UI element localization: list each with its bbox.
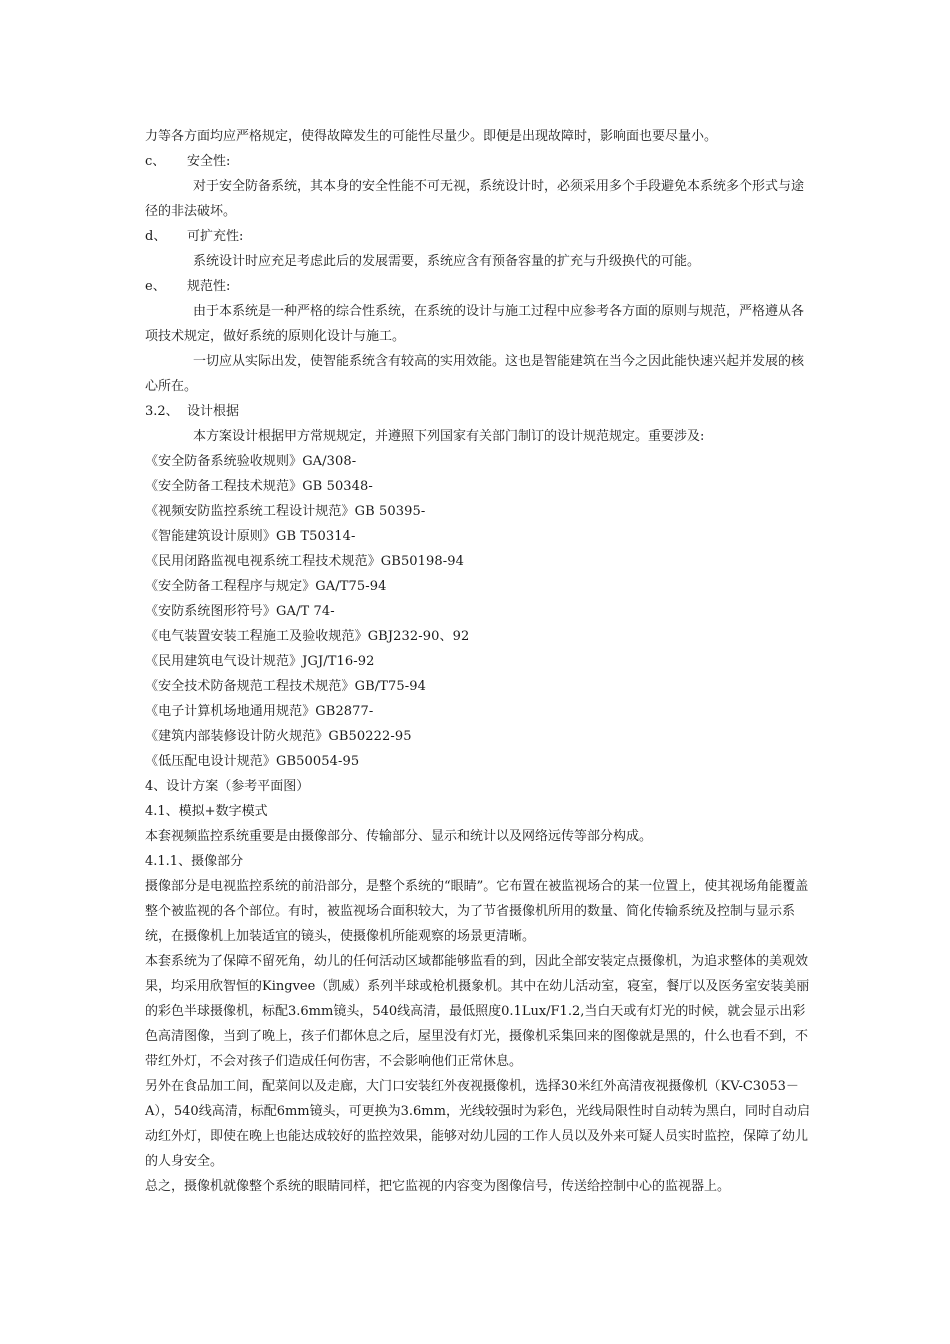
reference-standard: 《视频安防监控系统工程设计规范》GB 50395-: [145, 504, 426, 519]
body-paragraph: 力等各方面均应严格规定，使得故障发生的可能性尽量少。即便是出现故障时，影响面也要尽量小。: [145, 129, 718, 144]
body-paragraph: 另外在食品加工间，配菜间以及走廊，大门口安装红外夜视摄像机，选择30米红外高清夜视摄像机（KV-C3053－A），540线高清，标配6mm镜头，可更换为3.6mm，光线较强时为彩色，光线局限性时自动转为黑白，同时自动启动红外灯，即使在晚上也能达成较好的监控效果，能够对幼儿园的工作人员以及外来可疑人员实时监控，保障了幼儿的人身安全。: [145, 1079, 810, 1169]
reference-standard: 《安全防备工程技术规范》GB 50348-: [145, 479, 373, 494]
body-paragraph-indented: 本方案设计根据甲方常规规定，并遵照下列国家有关部门制订的设计规范规定。重要涉及:: [193, 429, 705, 444]
body-paragraph-indented: 对于安全防备系统，其本身的安全性能不可无视，系统设计时，必须采用多个手段避免本系统多个形式与途径的非法破坏。: [145, 179, 805, 219]
section-heading: [145, 224, 810, 249]
section-title: 规范性:: [187, 279, 231, 294]
reference-standard: 《建筑内部装修设计防火规范》GB50222-95: [145, 729, 412, 744]
body-paragraph-indented: 一切应从实际出发，使智能系统含有较高的实用效能。这也是智能建筑在当今之因此能快速兴起并发展的核心所在。: [145, 354, 805, 394]
reference-standard: 《电子计算机场地通用规范》GB2877-: [145, 704, 374, 719]
reference-standard: 《低压配电设计规范》GB50054-95: [145, 754, 360, 769]
section-heading: [145, 274, 810, 299]
reference-standard: 《安防系统图形符号》GA/T 74-: [145, 604, 335, 619]
body-paragraph: 4、设计方案（参考平面图）: [145, 779, 310, 794]
reference-standard: 《安全技术防备规范工程技术规范》GB/T75-94: [145, 679, 426, 694]
document-body: [145, 124, 810, 1199]
body-paragraph: 本套系统为了保障不留死角，幼儿的任何活动区域都能够监看的到，因此全部安装定点摄像机，为追求整体的美观效果，均采用欣智恒的Kingvee（凯威）系列半球或枪机摄象机。其中在幼儿活动室，寝室，餐厅以及医务室安装美丽的彩色半球摄像机，标配3.6mm镜头，540线高清，最低照度0.1Lux/F1.2,当白天或有灯光的时候，就会显示出彩色高清图像，当到了晚上，孩子们都休息之后，屋里没有灯光，摄像机采集回来的图像就是黑的，什么也看不到，不带红外灯，不会对孩子们造成任何伤害，不会影响他们正常休息。: [145, 954, 810, 1069]
body-paragraph: 总之，摄像机就像整个系统的眼睛同样，把它监视的内容变为图像信号，传送给控制中心的监视器上。: [145, 1179, 731, 1194]
section-title: 安全性:: [187, 154, 231, 169]
reference-standard: 《安全防备工程程序与规定》GA/T75-94: [145, 579, 387, 594]
section-number: 3.2、: [145, 404, 179, 419]
section-heading: [145, 149, 810, 174]
section-number: c、: [145, 154, 166, 169]
reference-standard: 《民用建筑电气设计规范》JGJ/T16-92: [145, 654, 375, 669]
section-number: d、: [145, 229, 167, 244]
body-paragraph: 本套视频监控系统重要是由摄像部分、传输部分、显示和统计以及网络远传等部分构成。: [145, 829, 653, 844]
reference-standard: 《民用闭路监视电视系统工程技术规范》GB50198-94: [145, 554, 465, 569]
reference-standard: 《电气装置安装工程施工及验收规范》GBJ232-90、92: [145, 629, 470, 644]
reference-standard: 《智能建筑设计原则》GB T50314-: [145, 529, 356, 544]
body-paragraph-indented: 由于本系统是一种严格的综合性系统，在系统的设计与施工过程中应参考各方面的原则与规范，严格遵从各项技术规定，做好系统的原则化设计与施工。: [145, 304, 805, 344]
section-title: 可扩充性:: [187, 229, 244, 244]
body-paragraph: 4.1、模拟+数字模式: [145, 804, 268, 819]
section-title: 设计根据: [187, 404, 240, 419]
body-paragraph-indented: 系统设计时应充足考虑此后的发展需要，系统应含有预备容量的扩充与升级换代的可能。: [193, 254, 701, 269]
reference-standard: 《安全防备系统验收规则》GA/308-: [145, 454, 357, 469]
body-paragraph: 摄像部分是电视监控系统的前沿部分，是整个系统的“眼睛”。它布置在被监视场合的某一位置上，使其视场角能覆盖整个被监视的各个部位。有时，被监视场合面积较大，为了节省摄像机所用的数量、简化传输系统及控制与显示系统，在摄像机上加装适宜的镜头，使摄像机所能观察的场景更清晰。: [145, 879, 809, 944]
body-paragraph: 4.1.1、摄像部分: [145, 854, 244, 869]
section-number: e、: [145, 279, 166, 294]
section-heading: [145, 399, 810, 424]
